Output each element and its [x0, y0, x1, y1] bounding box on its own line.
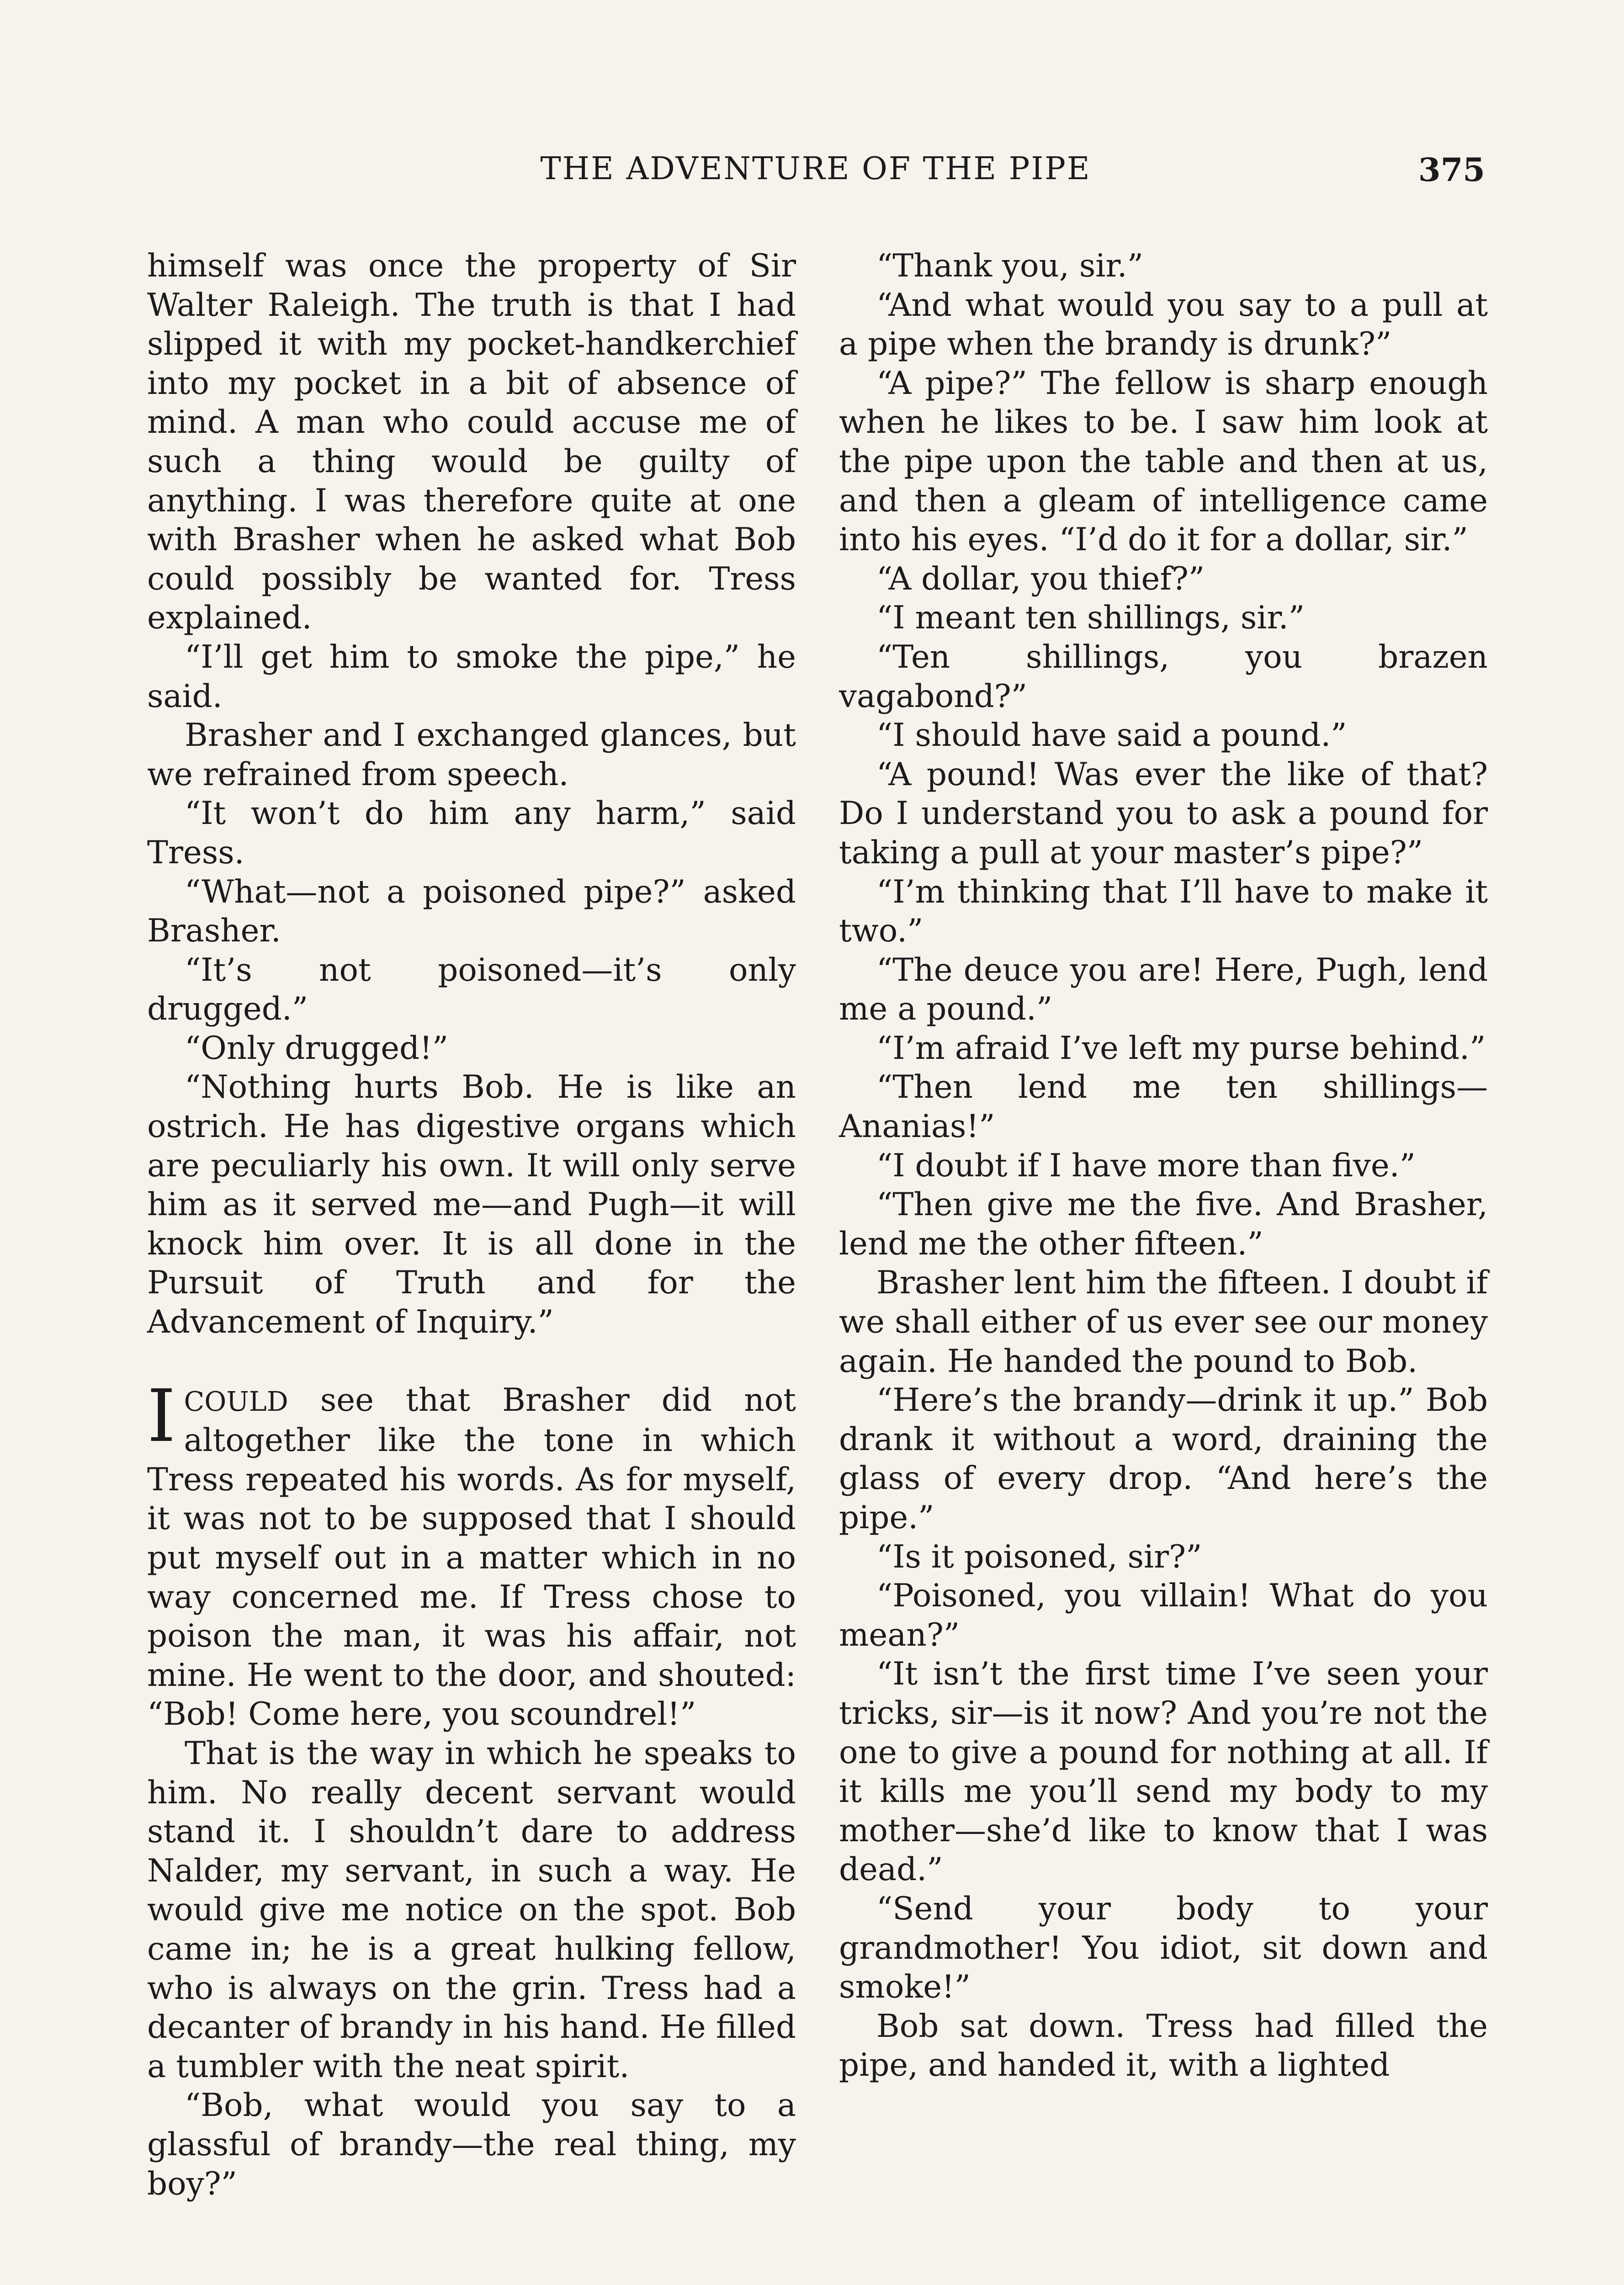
paragraph: “It’s not poisoned—it’s only drugged.”	[147, 951, 796, 1028]
paragraph: “A dollar, you thief?”	[876, 560, 1205, 597]
page-number: 375	[1418, 151, 1485, 189]
paragraph: Brasher and I exchanged glances, but we refrained from speech.	[147, 717, 796, 793]
paragraph: “Ten shillings, you brazen vagabond?”	[839, 638, 1488, 715]
paragraph: “It isn’t the first time I’ve seen your tricks, sir—is it now? And you’re not the one to give a pound for nothing at all. If it kills me you’ll send my body to my mother—she’d like to know that I was dead.”	[839, 1656, 1488, 1888]
paragraph: Brasher lent him the fifteen. I doubt if we shall either of us ever see our money again. He handed the pound to Bob.	[839, 1265, 1488, 1380]
paragraph: “And what would you say to a pull at a pipe when the brandy is drunk?”	[839, 287, 1488, 363]
paragraph: That is the way in which he speaks to him. No really decent servant would stand it. I shouldn’t dare to address Nalder, my servant, in such a way. He would give me notice on the spot. Bob came in; he is a great hulking fellow, who is always on the grin. Tress had a decanter of brandy in his hand. He filled a tumbler with the neat spirit.	[147, 1735, 796, 2085]
paragraph: “I’m afraid I’ve left my purse behind.”	[876, 1030, 1486, 1067]
section-start-paragraph	[147, 1374, 796, 1734]
paragraph: “Bob, what would you say to a glassful of brandy—the real thing, my boy?”	[147, 2087, 796, 2202]
section-text: see that Brasher did not altogether like the tone in which Tress repeated his words. As for myself, it was not to be supposed that I should put myself out in a matter which in no way concerned me. If Tress chose to poison the man, it was his affair, not mine. He went to the door, and shouted: “Bob! Come here, you scoundrel!”	[147, 1382, 796, 1733]
paragraph: “Nothing hurts Bob. He is like an ostrich. He has digestive organs which are peculiarly his own. It will only serve him as it served me—and Pugh—it will knock him over. It is all done in the Pursuit of Truth and for the Advancement of Inquiry.”	[147, 1069, 796, 1341]
paragraph: “Then lend me ten shillings—Ananias!”	[839, 1069, 1488, 1145]
paragraph: “The deuce you are! Here, Pugh, lend me a pound.”	[839, 951, 1488, 1028]
paragraph: “Then give me the five. And Brasher, lend me the other fifteen.”	[839, 1186, 1488, 1262]
left-column	[147, 247, 796, 2204]
paragraph: “Send your body to your grandmother! You idiot, sit down and smoke!”	[839, 1890, 1488, 2006]
right-column	[839, 247, 1488, 2085]
paragraph: “What—not a poisoned pipe?” asked Brasher.	[147, 873, 796, 950]
paragraph: “Here’s the brandy—drink it up.” Bob drank it without a word, draining the glass of every drop. “And here’s the pipe.”	[839, 1382, 1488, 1536]
paragraph: “Poisoned, you villain! What do you mean?”	[839, 1578, 1488, 1653]
drop-cap: I	[147, 1374, 176, 1458]
running-header	[146, 151, 1485, 201]
paragraph: “I doubt if I have more than five.”	[876, 1147, 1416, 1184]
running-title: THE ADVENTURE OF THE PIPE	[540, 151, 1091, 187]
paragraph: “Is it poisoned, sir?”	[876, 1538, 1202, 1575]
paragraph: “Only drugged!”	[185, 1030, 449, 1067]
small-caps-opening: COULD	[184, 1386, 288, 1417]
paragraph: “I’m thinking that I’ll have to make it two.”	[839, 873, 1488, 950]
paragraph: “A pipe?” The fellow is sharp enough when he likes to be. I saw him look at the pipe upon the table and then at us, and then a gleam of intelligence came into his eyes. “I’d do it for a dollar, sir.”	[839, 365, 1488, 558]
paragraph: “Thank you, sir.”	[876, 248, 1143, 284]
paragraph: “I meant ten shillings, sir.”	[876, 600, 1305, 637]
paragraph: “I’ll get him to smoke the pipe,” he said.	[147, 638, 796, 715]
paragraph: himself was once the property of Sir Walter Raleigh. The truth is that I had slipped it with my pocket-handkerchief into my pocket in a bit of absence of mind. A man who could accuse me of such a thing would be guilty of anything. I was therefore quite at one with Brasher when he asked what Bob could possibly be wanted for. Tress explained.	[147, 248, 796, 637]
paragraph: Bob sat down. Tress had filled the pipe, and handed it, with a lighted	[839, 2008, 1488, 2084]
paragraph: “It won’t do him any harm,” said Tress.	[147, 795, 796, 871]
paragraph: “A pound! Was ever the like of that? Do I understand you to ask a pound for taking a pull at your master’s pipe?”	[839, 756, 1488, 871]
paragraph: “I should have said a pound.”	[876, 717, 1347, 754]
